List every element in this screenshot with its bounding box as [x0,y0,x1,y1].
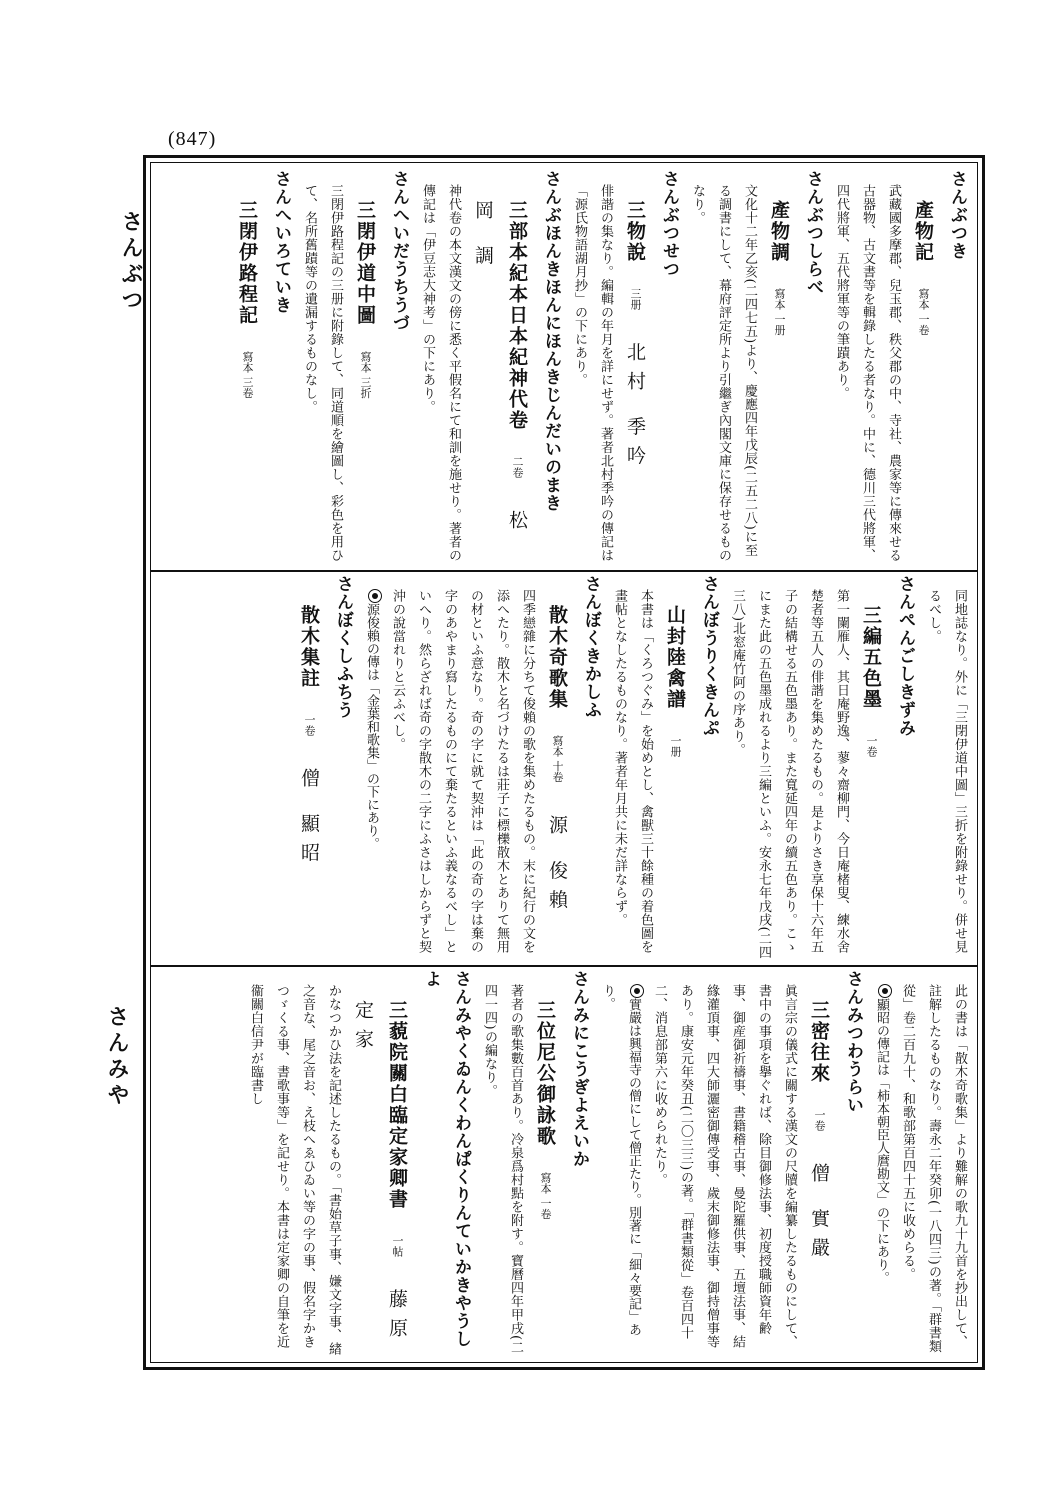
entry-description: 俳諧の集なり。編輯の年月を詳にせず。著者北村季吟の傳記は「源氏物語湖月抄」の下にあり。 [572,184,613,562]
entry-volume-count: 一册 [669,734,682,757]
entry-volume-count: 寫本 十卷 [551,734,564,783]
entry [646,970,868,1358]
entry-description: 四季戀雜に分ちて俊賴の歌を集めたるもの。末に紀行の文を添へたり。散木と名づけたるは莊子に標櫟散木とありて無用の材といふ意なり。奇の字に就て契沖は「此の奇の字は棄の字のあやまり寫したるものにて棄たるといふ義なるべし」といへり。然らざれば奇の字散木の二字にふさはしからずと契沖の說當れりと云ふべし。 [390,589,535,954]
entry-description: 神代卷の本文漢文の傍に悉く平假名にて和訓を施せり。著者の傳記は「伊豆志大神考」の下にあり。 [420,184,461,562]
entry-title-line [802,970,836,1358]
entry-continuation [920,575,972,961]
entry-description: 本書は「くろつぐみ」を始めとし、禽獸三十餘種の着色圖を畫帖となしたるものなり。著者年月共に未だ詳ならず。 [612,589,653,954]
entry-reading: さんぼくしふちう [333,575,353,719]
entry-title-line [346,970,414,1358]
entry-title-line [348,170,382,566]
entry-reading: さんへいろていき [271,170,291,314]
entry-description: 著者の歌集數百首あり。冷泉爲村點を附す。寶曆四年甲戌(二四一四)の編なり。 [482,984,523,1355]
entry-title-line [906,170,940,566]
entry-volume-count: 寫本 一卷 [917,287,930,336]
entry-description: 文化十二年乙亥(二四七五)より、慶應四年戊辰(二五二八)に至る調書にして、幕府評定所より引繼ぎ內閣文庫に保存せるものなり。 [690,184,757,562]
entry-author: 源 俊賴 [546,814,568,918]
running-head-left: さんみや [104,1005,130,1109]
biography-note [594,970,646,1358]
entry-title-line [658,575,692,961]
entry [566,170,684,566]
entry-note [358,575,384,961]
entry [296,170,414,566]
entry [476,970,594,1358]
entry-reading: さんへいだうちうづ [389,170,409,332]
entry-author: 僧 實嚴 [808,1163,830,1267]
bullseye-icon [630,984,644,998]
entry-volume-count: 二卷 [511,455,524,478]
entry-reading: さんぺんごしきずみ [895,575,915,737]
entry-title: 三閉伊道中圖 [354,200,376,326]
biography-note [358,575,384,961]
entry-description: 武藏國多摩郡、兒玉郡、秩父郡の中、寺社、農家等に傳來せる古器物、古文書等を輯錄したる者なり。中に、德川三代將軍、四代將軍、五代將軍等の筆蹟あり。 [834,184,901,562]
entry-title: 三閉伊路程記 [236,200,258,326]
entry-description: 同地誌なり。外に「三閉伊道中圖」三折を附錄せり。併せ見るべし。 [926,589,967,954]
bullseye-icon [878,984,892,998]
entry-author: 僧 顯昭 [298,768,320,872]
entry-description: かなつかひ法を記述したるもの。「書始草子事、嫌文字事、緖之音な、尾之音お、え枝へゑひゐい等の字の事、假名字かきつゞくる事、書歌事等」を記せり。本書は定家卿の自筆を近衞關白信尹が臨書し [248,984,341,1356]
entry-title: 三編五色墨 [860,605,882,710]
band-divider-lower [150,965,978,967]
entry-author: 松岡 調 [472,200,528,540]
entry-title: 散木奇歌集 [546,605,568,710]
entry-description: 此の書は「散木奇歌集」より難解の歌九十九首を抄出して、註解したるものなり。壽永二年癸卯(一八四三)の著。「群書類從」卷二百九十、和歌部第百四十五に收めらる。 [900,984,967,1354]
entry-volume-count: 一卷 [813,1108,826,1131]
entry-note [868,970,894,1358]
entry-description: 眞言宗の儀式に關する漢文の尺牘を編纂したるものにして、書中の事項を擧ぐれば、除目御修法事、初度授職師資年齢事、御産御祈禱事、書籍稽古事、曼陀羅供事、五壇法事、結緣灌頂事、四大師灑密御傳受事、歲末御修法事、御持僧事等あり。康安元年癸丑(二〇三三)の著。「群書類從」卷百四十二、消息部第六に收められたり。 [652,984,797,1349]
entry-title: 產物調 [768,200,790,263]
entry-author: 藤原 定家 [352,1000,408,1348]
entry [684,170,828,566]
entry-title-line [540,575,574,961]
text-band-middle [156,575,972,961]
entry-volume-count: 寫本 一卷 [539,1171,552,1220]
entry-title-line [854,575,888,961]
entry-reading: さんみやくゐんくわんぱくりんていかきやうしよ [421,970,471,1348]
entry-volume-count: 一卷 [303,713,316,736]
entry-reading: さんみにこうぎよえいか [569,970,589,1168]
entry [230,170,296,566]
entry-continuation [894,970,972,1358]
entry-title-line [466,170,534,566]
entry-reading: さんぼうりくきんぷ [699,575,719,737]
entry-reading: さんみつわうらい [843,970,863,1114]
band-divider-upper [150,570,978,572]
entry-title-line [292,575,326,961]
entry-title: 散木集註 [298,605,320,689]
entry-title: 山封陸禽譜 [664,605,686,710]
entry [828,170,972,566]
entry-title-line [762,170,796,566]
biography-note [868,970,894,1358]
entry-reading: さんぶほんきほんにほんきじんだいのまき [541,170,561,512]
entry-title: 三物說 [624,200,646,263]
entry-title: 三藐院關白臨定家卿書 [386,1000,408,1210]
entry [384,575,606,961]
page-number: (847) [168,128,217,150]
entry-reading: さんぶつしらべ [803,170,823,296]
entry [292,575,358,961]
text-band-bottom [156,970,972,1358]
entry-volume-count: 三册 [629,287,642,310]
entry [606,575,724,961]
note-text: 顯昭の傳記は「柿本朝臣人麿勘文」の下にあり。 [874,998,889,1284]
entry-title: 三密往來 [808,1000,830,1084]
entry-volume-count: 寫本 一册 [773,287,786,336]
text-band-top [156,170,972,566]
entry-title-line [230,170,264,566]
entry-title-line [528,970,562,1358]
note-text: 源俊賴の傳は「金葉和歌集」の下にあり。 [364,603,379,850]
entry [414,170,566,566]
entry-reading: さんぶつき [947,170,967,260]
entry-title: 三位尼公御詠歌 [534,1000,556,1147]
entry-title-line [618,170,652,566]
note-text: 實嚴は興福寺の僧にして僧正たり。別著に「細々要記」あり。 [600,984,641,1336]
entry-volume-count: 寫本 三卷 [241,350,254,399]
entry [724,575,920,961]
entry-volume-count: 一帖 [391,1234,404,1257]
entry [242,970,476,1358]
entry-description: 三閉伊路程記の三册に附錄して、同道順を繪圖し、彩色を用ひて、名所舊蹟等の遺漏するものなし。 [302,184,343,562]
entry-author: 北村 季吟 [624,342,646,475]
entry-volume-count: 一卷 [865,734,878,757]
entry-reading: さんぼくきかしふ [581,575,601,719]
entry-note [594,970,646,1358]
entry-title: 產物記 [912,200,934,263]
entry-description: 第一闌雁人、其日庵野逸、蓼々齋柳門、今日庵楮叟、練水舍楚者等五人の俳諧を集めたるもの。是よりさき享保十六年五子の結構せる五色墨あり。また寬延四年の續五色あり。こゝにまた此の五色墨成れるより三編といふ。安永七年戊戌(二四三八)北窓庵竹阿の序あり。 [730,589,849,960]
running-head-right: さんぶつ [118,210,144,314]
entry-title: 三部本紀本日本紀神代卷 [506,200,528,431]
bullseye-icon [368,589,382,603]
entry-reading: さんぶつせつ [659,170,679,278]
entry-volume-count: 寫本 三折 [359,350,372,399]
